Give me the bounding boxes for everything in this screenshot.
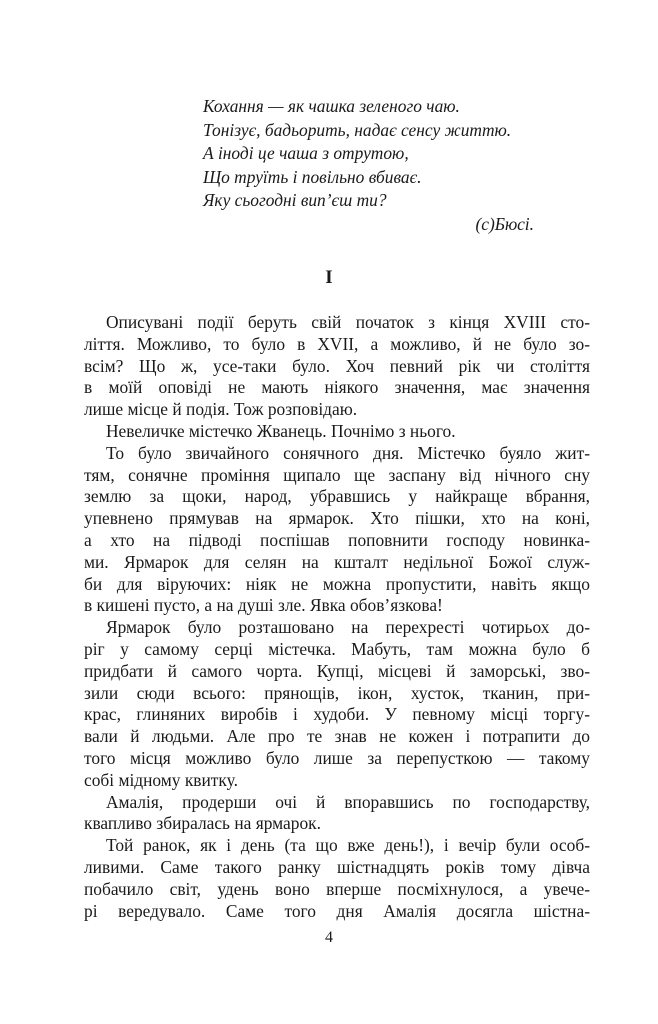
text-line: Ярмарок було розташовано на перехресті чотирьох до- <box>106 617 590 638</box>
text-line: побачило світ, удень воно вперше посміхнулося, а увече- <box>84 878 590 899</box>
text-line: ліття. Можливо, то було в XVII, а можливо, й не було зо- <box>84 333 590 354</box>
text-line: рі вередувало. Саме того дня Амалія досягла шістна- <box>84 900 590 921</box>
text-line: придбати й самого чорта. Купці, місцеві й заморські, зво- <box>84 660 590 681</box>
body-text <box>84 312 590 922</box>
text-line: собі мідному квитку. <box>84 769 238 790</box>
text-line: упевнено прямував на ярмарок. Хто пішки, хто на коні, <box>84 508 590 529</box>
epigraph-attribution: (с)Бюсі. <box>475 213 534 234</box>
text-line: всім? Що ж, усе-таки було. Хоч певний рік чи століття <box>84 355 590 376</box>
chapter-heading: I <box>325 267 333 288</box>
text-line: Той ранок, як і день (та що вже день!), і вечір були особ- <box>106 835 590 856</box>
text-line: ми. Ярмарок для селян на кшталт недільної Божої служ- <box>84 551 590 572</box>
text-line: в кишені пусто, а на душі зле. Явка обов’язкова! <box>84 595 443 616</box>
text-line: того місця можливо було лише за перепусткою — такому <box>84 747 590 768</box>
text-line: зили сюди всього: прянощів, ікон, хусток, тканин, при- <box>84 682 590 703</box>
text-line: в моїй оповіді не мають ніякого значення, має значення <box>84 377 590 398</box>
text-line: ливими. Саме такого ранку шістнадцять років тому дівча <box>84 856 590 877</box>
text-line: би для віруючих: ніяк не можна пропустити, навіть якщо <box>84 573 590 594</box>
text-line: землю за щоки, народ, убравшись у найкраще вбрання, <box>84 486 590 507</box>
text-line: лише місце й подія. Тож розповідаю. <box>84 399 358 420</box>
text-line: тям, сонячне проміння щипало ще заспану від нічного сну <box>84 464 590 485</box>
text-line: крас, глиняних виробів і худоби. У певному місці торгу- <box>84 704 590 725</box>
text-line: вали й людьми. Але про те знав не кожен і потрапити до <box>84 726 590 747</box>
epigraph-line: Тонізує, бадьорить, надає сенсу життю. <box>203 119 512 140</box>
epigraph-line: Що труїть і повільно вбиває. <box>203 166 422 187</box>
text-line: ріг у самому серці містечка. Мабуть, там можна було б <box>84 638 590 659</box>
text-line: а хто на підводі поспішав поповнити господу новинка- <box>84 529 590 550</box>
page-number: 4 <box>325 929 333 946</box>
text-line: То було звичайного сонячного дня. Містечко буяло жит- <box>106 442 590 463</box>
text-line: квапливо збиралась на ярмарок. <box>84 813 321 834</box>
text-line: Амалія, продерши очі й впоравшись по господарству, <box>106 791 590 812</box>
epigraph <box>203 95 543 236</box>
text-line: Невеличке містечко Жванець. Почнімо з нього. <box>106 420 456 441</box>
epigraph-line: Яку сьогодні вип’єш ти? <box>203 190 387 210</box>
epigraph-line: А іноді це чаша з отрутою, <box>203 143 409 163</box>
epigraph-line: Кохання — як чашка зеленого чаю. <box>203 96 460 116</box>
text-line: Описувані події беруть свій початок з кінця XVIII сто- <box>106 312 590 332</box>
